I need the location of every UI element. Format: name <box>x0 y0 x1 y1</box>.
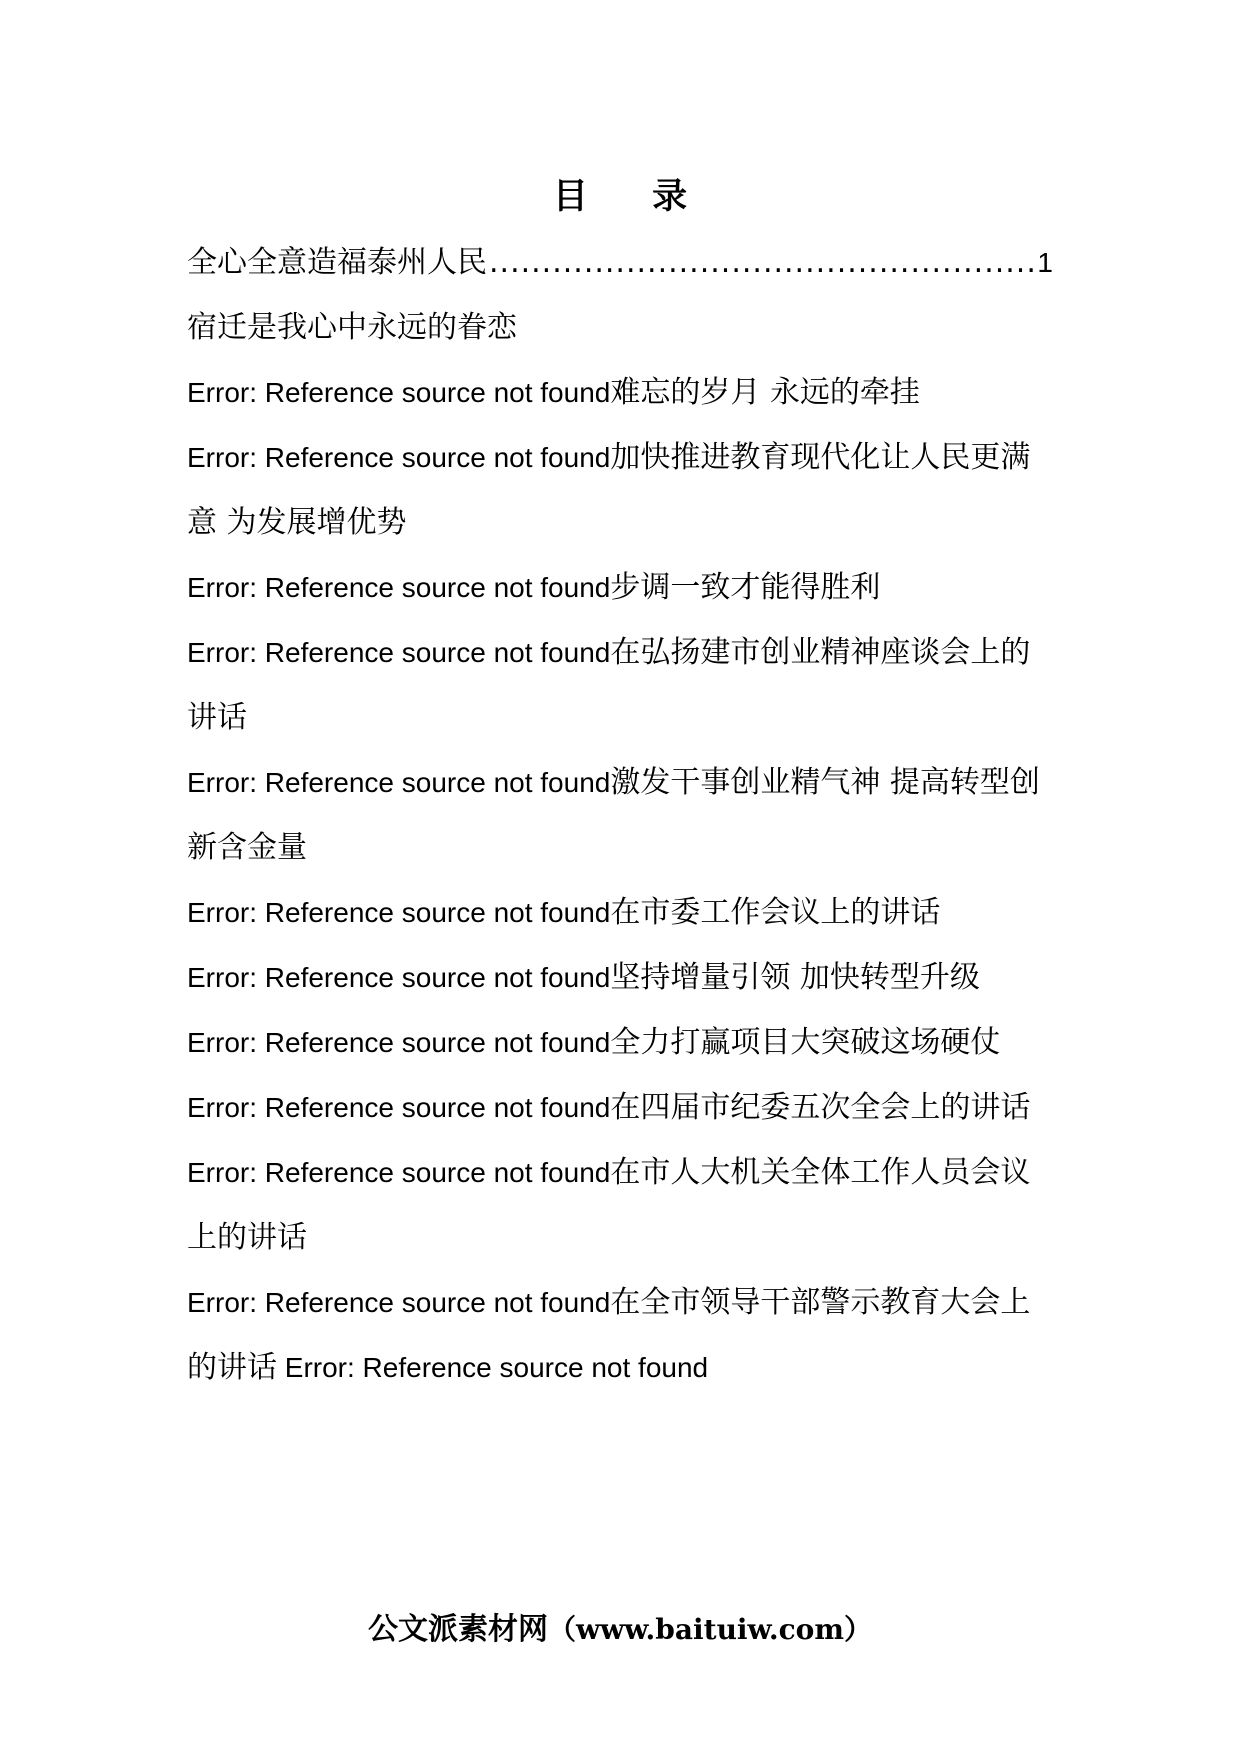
toc-entry-8[interactable] <box>187 880 1053 945</box>
reference-error-text: Error: Reference source not found <box>187 1287 611 1318</box>
toc-title: 目 录 <box>552 177 714 217</box>
toc-entry-3[interactable] <box>187 360 1053 425</box>
reference-error-text: Error: Reference source not found <box>187 897 611 928</box>
reference-error-text: Error: Reference source not found <box>187 1027 611 1058</box>
toc-dot-leader <box>489 230 1035 295</box>
toc-entry-9[interactable] <box>187 945 1053 1010</box>
toc-entry-title: 坚持增量引领 加快转型升级 <box>610 960 980 995</box>
footer-url[interactable]: （www.baituiw.com） <box>548 1613 872 1646</box>
page-footer <box>0 1608 1240 1652</box>
toc-entry-title: 全心全意造福泰州人民 <box>187 245 487 280</box>
reference-error-text: Error: Reference source not found <box>187 572 611 603</box>
toc-entry-title: 步调一致才能得胜利 <box>610 570 881 605</box>
toc-entry-13[interactable] <box>187 1270 1053 1400</box>
reference-error-text: Error: Reference source not found <box>187 637 611 668</box>
reference-error-text: Error: Reference source not found <box>187 442 611 473</box>
footer-site-name: 公文派素材网 <box>368 1612 549 1647</box>
toc-entry-2[interactable] <box>187 295 1053 360</box>
toc-entry-title: 难忘的岁月 永远的牵挂 <box>610 375 920 410</box>
toc-entry-title: 宿迁是我心中永远的眷恋 <box>187 310 517 345</box>
toc-entry-4[interactable] <box>187 425 1053 555</box>
toc-entry-5[interactable] <box>187 555 1053 620</box>
toc-page-number: 1 <box>1037 247 1053 278</box>
reference-error-suffix: Error: Reference source not found <box>277 1352 709 1383</box>
toc-entry-6[interactable] <box>187 620 1053 750</box>
reference-error-text: Error: Reference source not found <box>187 962 611 993</box>
toc-entry-11[interactable] <box>187 1075 1053 1140</box>
table-of-contents <box>187 230 1053 1400</box>
reference-error-text: Error: Reference source not found <box>187 767 611 798</box>
toc-entry-title: 激发干事创业精气神 提高转型创新含金量 <box>187 765 1040 865</box>
toc-entry-title: 全力打赢项目大突破这场硬仗 <box>610 1025 1001 1060</box>
toc-entry-1[interactable] <box>187 230 1053 295</box>
toc-entry-title: 在市人大机关全体工作人员会议上的讲话 <box>187 1155 1031 1255</box>
toc-entry-title: 在四届市纪委五次全会上的讲话 <box>610 1090 1031 1125</box>
toc-entry-12[interactable] <box>187 1140 1053 1270</box>
toc-entry-title: 在弘扬建市创业精神座谈会上的讲话 <box>187 635 1031 735</box>
toc-entry-10[interactable] <box>187 1010 1053 1075</box>
reference-error-text: Error: Reference source not found <box>187 1092 611 1123</box>
reference-error-text: Error: Reference source not found <box>187 1157 611 1188</box>
toc-entry-title: 加快推进教育现代化让人民更满意 为发展增优势 <box>187 440 1031 540</box>
toc-entry-7[interactable] <box>187 750 1053 880</box>
toc-entry-title: 在全市领导干部警示教育大会上的讲话 <box>187 1285 1031 1385</box>
reference-error-text: Error: Reference source not found <box>187 377 611 408</box>
toc-entry-title: 在市委工作会议上的讲话 <box>610 895 941 930</box>
